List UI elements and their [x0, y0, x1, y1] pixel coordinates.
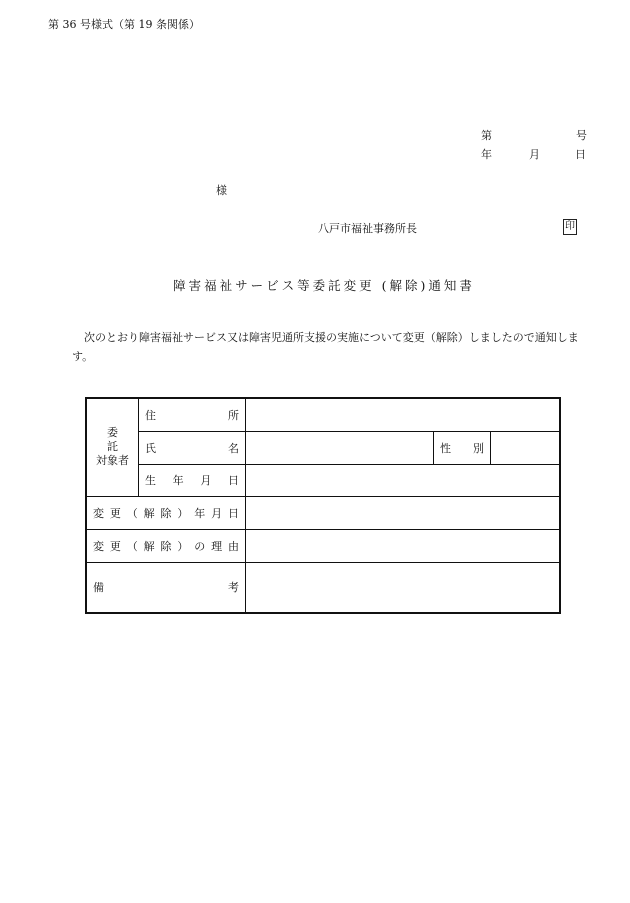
name-label: 氏名 — [138, 431, 245, 464]
change-reason-label: 変更（解除）の理由 — [86, 529, 246, 562]
change-date-field[interactable] — [246, 496, 561, 529]
name-field[interactable] — [246, 431, 434, 464]
document-number-suffix: 号 — [576, 129, 587, 142]
birthdate-field[interactable] — [246, 464, 561, 496]
birthdate-label: 生年月日 — [138, 464, 245, 496]
date-day-label: 日 — [575, 148, 586, 161]
sex-field[interactable] — [491, 431, 561, 464]
document-title: 障害福祉サービス等委託変更 (解除)通知書 — [173, 278, 475, 293]
change-reason-field[interactable] — [246, 529, 561, 562]
table-row — [86, 562, 560, 613]
group-label-cell — [86, 398, 138, 496]
change-date-label: 変更（解除）年月日 — [86, 496, 246, 529]
form-number: 第 36 号様式（第 19 条関係） — [48, 18, 200, 31]
table-row — [86, 496, 560, 529]
seal-box: 印 — [563, 219, 577, 235]
group-label-line2: 対象者 — [95, 454, 129, 468]
document-number-label: 第 — [481, 129, 492, 142]
group-label-line1: 委託 — [106, 426, 131, 454]
address-label: 住所 — [138, 398, 245, 431]
table-row — [86, 398, 560, 431]
table-row — [86, 431, 560, 464]
addressee-suffix: 様 — [216, 184, 227, 197]
remarks-field[interactable] — [246, 562, 561, 613]
table-row — [86, 529, 560, 562]
date-month-label: 月 — [529, 148, 540, 161]
issuer-name: 八戸市福祉事務所長 — [318, 222, 417, 235]
body-text: 次のとおり障害福祉サービス又は障害児通所支援の実施について変更（解除）しましたので通知します。 — [72, 331, 579, 363]
table-row — [86, 464, 560, 496]
remarks-label: 備考 — [86, 562, 246, 613]
address-field[interactable] — [246, 398, 561, 431]
sex-label: 性別 — [434, 431, 491, 464]
subject-table — [85, 397, 561, 614]
date-year-label: 年 — [481, 148, 492, 161]
